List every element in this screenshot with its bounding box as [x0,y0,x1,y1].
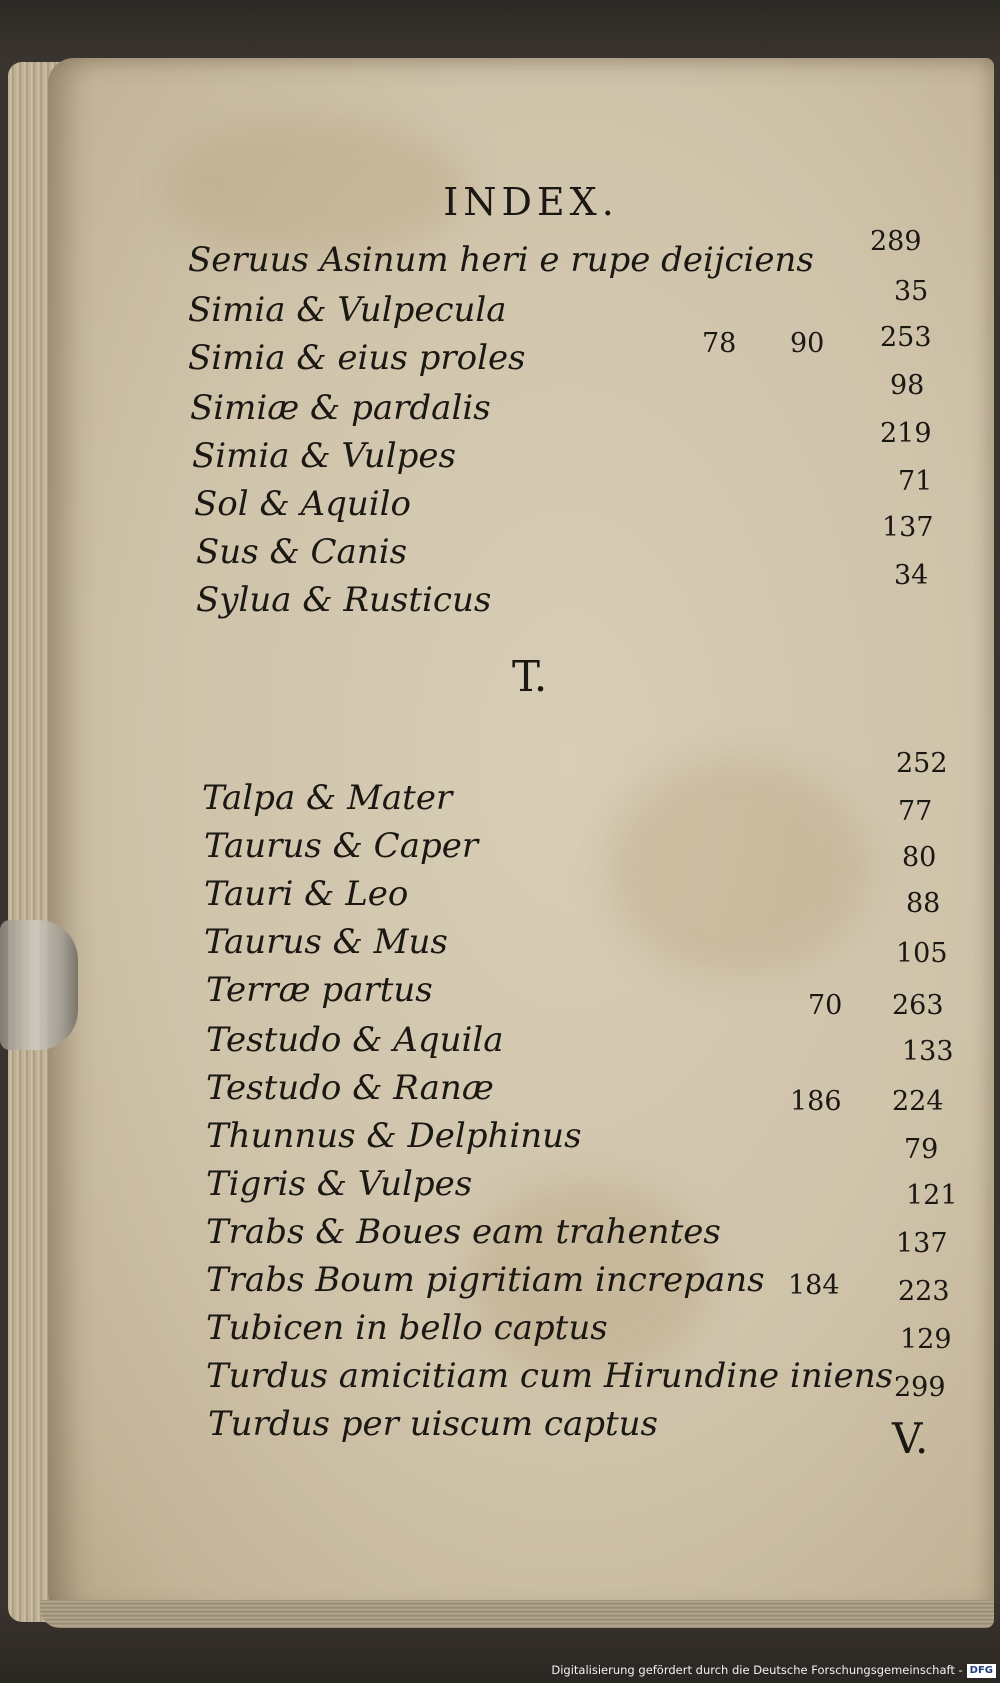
page-bottom-edge [40,1600,994,1628]
page-number: 184 [788,1270,840,1301]
page-number: 70 [808,990,843,1021]
index-entry: Trabs Boum pigritiam increpans [206,1260,765,1300]
index-entry: Testudo & Ranæ [206,1068,494,1108]
page-number: 223 [898,1276,950,1307]
index-entry: Turdus amicitiam cum Hirundine iniens [206,1356,894,1396]
page-number: 219 [880,418,932,449]
catchword: V. [892,1414,929,1463]
page-number: 253 [880,322,932,353]
section-letter: T. [512,652,548,701]
index-entry: Simia & Vulpecula [188,290,507,330]
page-number: 80 [902,842,937,873]
index-entry: Simiæ & pardalis [190,388,491,428]
index-entry: Trabs & Boues eam trahentes [206,1212,721,1252]
index-entry: Sylua & Rusticus [196,580,492,620]
footer-text: Digitalisierung gefördert durch die Deutsche Forschungsgemeinschaft - [551,1663,963,1677]
page-number: 90 [790,328,825,359]
index-entry: Sol & Aquilo [194,484,411,524]
paper-stain [608,758,868,978]
page-number: 78 [702,328,737,359]
page-number: 263 [892,990,944,1021]
page-number: 98 [890,370,925,401]
page-number: 137 [882,512,934,543]
page-number: 186 [790,1086,842,1117]
index-entry: Turdus per uiscum captus [208,1404,658,1444]
page-number: 289 [870,226,922,257]
page-number: 88 [906,888,941,919]
index-entry: Tigris & Vulpes [206,1164,473,1204]
page-number: 121 [906,1180,958,1211]
index-entry: Terræ partus [206,970,433,1010]
index-entry: Simia & Vulpes [192,436,456,476]
page-number: 224 [892,1086,944,1117]
page-number: 133 [902,1036,954,1067]
page-number: 35 [894,276,929,307]
index-entry: Sus & Canis [196,532,408,572]
index-entry: Tubicen in bello captus [206,1308,608,1348]
index-entry: Seruus Asinum heri e rupe deijciens [188,240,814,280]
page-number: 77 [898,796,933,827]
index-entry: Tauri & Leo [204,874,409,914]
digitization-footer [540,1660,996,1680]
index-entry: Thunnus & Delphinus [206,1116,582,1156]
index-header: INDEX. [443,180,619,224]
book-clip [0,920,78,1050]
page-number: 299 [894,1372,946,1403]
index-entry: Simia & eius proles [188,338,526,378]
index-entry: Taurus & Mus [204,922,448,962]
index-entry: Taurus & Caper [204,826,479,866]
page-number: 105 [896,938,948,969]
page-number: 252 [896,748,948,779]
page-number: 79 [904,1134,939,1165]
page-number: 137 [896,1228,948,1259]
index-entry: Talpa & Mater [202,778,453,818]
index-entry: Testudo & Aquila [206,1020,504,1060]
page-number: 34 [894,560,929,591]
dfg-logo: DFG [967,1664,996,1678]
page-number: 129 [900,1324,952,1355]
page-number: 71 [898,466,933,497]
